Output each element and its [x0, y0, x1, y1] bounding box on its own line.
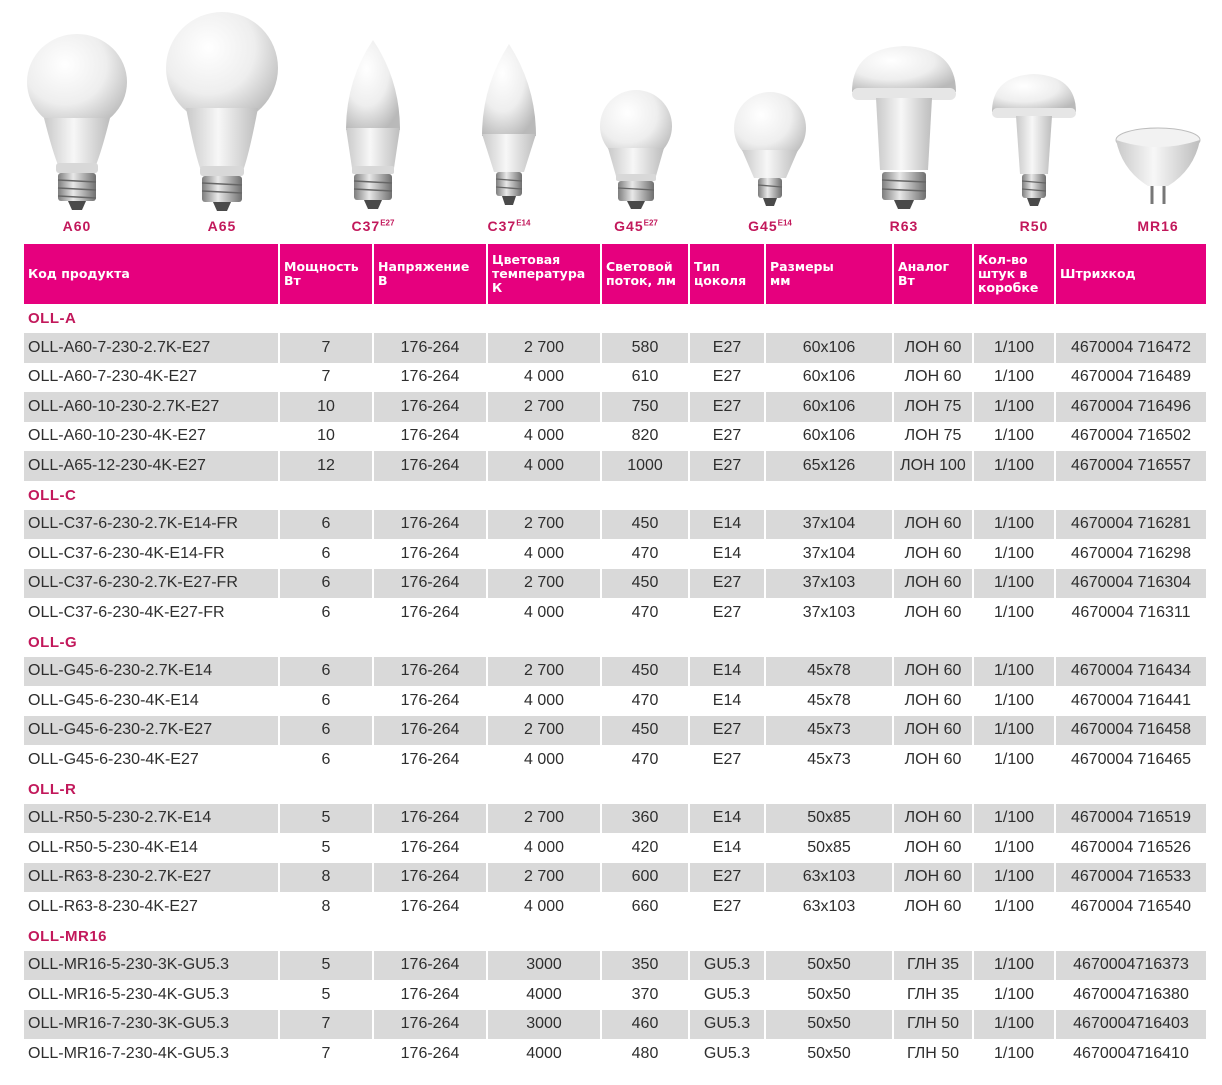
cell-base: E27	[690, 333, 764, 363]
cell-power: 6	[280, 716, 372, 746]
table-row	[24, 510, 1206, 540]
table-row	[24, 716, 1206, 746]
cell-power: 5	[280, 951, 372, 981]
cell-voltage: 176-264	[374, 510, 486, 540]
cell-analog: ГЛН 50	[906, 1044, 960, 1062]
cell-code: OLL-A65-12-230-4K-E27	[24, 451, 278, 481]
cell-barcode: 4670004 716441	[1070, 691, 1192, 709]
cell-qty: 1/100	[993, 838, 1035, 856]
cell-barcode: 4670004716380	[1073, 985, 1189, 1003]
bulb-label-mr16: MR16	[1137, 218, 1179, 234]
cell-color-temp: 2 700	[488, 863, 600, 893]
cell-qty: 1/100	[993, 1044, 1035, 1062]
cell-flux: 450	[602, 569, 688, 599]
table-row	[24, 569, 1206, 599]
header-analog: Аналог Вт	[894, 244, 972, 304]
cell-voltage: 176-264	[400, 838, 460, 856]
cell-power: 8	[321, 897, 331, 915]
cell-size: 50x50	[807, 1044, 851, 1062]
cell-barcode: 4670004 716434	[1056, 657, 1206, 687]
cell-voltage: 176-264	[400, 750, 460, 768]
cell-code: OLL-A60-10-230-4K-E27	[28, 427, 206, 445]
cell-code: OLL-R63-8-230-4K-E27	[28, 897, 198, 915]
cell-code: OLL-G45-6-230-4K-E27	[28, 750, 199, 768]
cell-color-temp: 3000	[488, 951, 600, 981]
bulb-label-c37-e27: $C37^{E27}$	[351, 218, 395, 234]
cell-size: 50x85	[766, 804, 892, 834]
cell-color-temp: 4 000	[488, 451, 600, 481]
header-row	[24, 244, 1206, 304]
cell-power: 6	[321, 544, 331, 562]
cell-size: 60x106	[802, 427, 856, 445]
header-voltage: Напряжение В	[374, 244, 486, 304]
cell-qty: 1/100	[974, 392, 1054, 422]
cell-code: OLL-G45-6-230-4K-E14	[28, 691, 199, 709]
table-row	[24, 804, 1206, 834]
cell-qty: 1/100	[993, 368, 1035, 386]
cell-base: E14	[712, 691, 742, 709]
cell-qty: 1/100	[974, 657, 1054, 687]
cell-flux: 1000	[602, 451, 688, 481]
cell-analog: ЛОН 60	[894, 569, 972, 599]
table-row	[24, 333, 1206, 363]
cell-color-temp: 4 000	[523, 750, 565, 768]
cell-code: OLL-MR16-7-230-4K-GU5.3	[28, 1044, 229, 1062]
group-row	[24, 922, 1206, 951]
cell-flux: 610	[631, 368, 659, 386]
cell-qty: 1/100	[993, 603, 1035, 621]
cell-barcode: 4670004716410	[1073, 1044, 1189, 1062]
cell-color-temp: 2 700	[488, 333, 600, 363]
cell-color-temp: 4 000	[523, 368, 565, 386]
bulb-a60	[22, 0, 132, 236]
cell-color-temp: 4000	[526, 985, 562, 1003]
cell-barcode: 4670004 716281	[1056, 510, 1206, 540]
cell-power: 6	[280, 657, 372, 687]
cell-power: 6	[280, 510, 372, 540]
cell-color-temp: 2 700	[488, 392, 600, 422]
cell-code: OLL-C37-6-230-4K-E14-FR	[28, 544, 225, 562]
cell-analog: ЛОН 75	[904, 427, 962, 445]
cell-flux: 370	[631, 985, 659, 1003]
cell-power: 6	[321, 750, 331, 768]
table-row	[24, 863, 1206, 893]
cell-barcode: 4670004 716519	[1056, 804, 1206, 834]
spec-table-wrap	[24, 244, 1204, 1069]
table-row	[24, 539, 1206, 569]
cell-base: E27	[712, 603, 742, 621]
cell-base: E27	[690, 863, 764, 893]
cell-code: OLL-R63-8-230-2.7K-E27	[24, 863, 278, 893]
cell-base: E27	[712, 897, 742, 915]
cell-qty: 1/100	[974, 333, 1054, 363]
cell-qty: 1/100	[993, 750, 1035, 768]
cell-voltage: 176-264	[374, 569, 486, 599]
cell-color-temp: 2 700	[488, 510, 600, 540]
bulb-c37-e27	[330, 0, 416, 236]
spec-table	[22, 244, 1208, 1069]
cell-power: 5	[321, 838, 331, 856]
cell-power: 7	[321, 368, 331, 386]
cell-voltage: 176-264	[374, 333, 486, 363]
table-row	[24, 451, 1206, 481]
cell-analog: ЛОН 60	[894, 657, 972, 687]
cell-analog: ЛОН 60	[894, 716, 972, 746]
cell-voltage: 176-264	[374, 951, 486, 981]
cell-color-temp: 3000	[488, 1010, 600, 1040]
cell-code: OLL-G45-6-230-2.7K-E14	[24, 657, 278, 687]
cell-size: 60x106	[766, 333, 892, 363]
cell-base: E27	[690, 716, 764, 746]
cell-barcode: 4670004 716311	[1071, 603, 1191, 621]
bulb-label-g45-e27: $G45^{E27}$	[614, 218, 658, 234]
cell-qty: 1/100	[974, 951, 1054, 981]
cell-qty: 1/100	[974, 510, 1054, 540]
bulb-c37-e27-icon	[330, 0, 416, 215]
cell-qty: 1/100	[993, 427, 1035, 445]
cell-analog: ЛОН 75	[894, 392, 972, 422]
table-row	[24, 745, 1206, 775]
header-flux: Световой поток, лм	[602, 244, 688, 304]
cell-color-temp: 4 000	[523, 691, 565, 709]
cell-color-temp: 4 000	[523, 838, 565, 856]
cell-code: OLL-R50-5-230-4K-E14	[28, 838, 198, 856]
cell-analog: ЛОН 60	[894, 510, 972, 540]
cell-size: 60x106	[802, 368, 856, 386]
cell-power: 7	[280, 1010, 372, 1040]
cell-flux: 420	[631, 838, 659, 856]
cell-barcode: 4670004 716557	[1056, 451, 1206, 481]
bulb-label-c37-e14: $C37^{E14}$	[487, 218, 531, 234]
cell-size: 37x103	[802, 603, 856, 621]
cell-code: OLL-MR16-5-230-4K-GU5.3	[28, 985, 229, 1003]
cell-size: 45x78	[807, 691, 851, 709]
cell-power: 6	[321, 691, 331, 709]
table-row	[24, 657, 1206, 687]
cell-size: 50x85	[807, 838, 851, 856]
cell-color-temp: 4 000	[523, 603, 565, 621]
bulb-label-a65: A65	[207, 218, 237, 234]
cell-power: 5	[280, 804, 372, 834]
cell-size: 65x126	[766, 451, 892, 481]
cell-barcode: 4670004 716304	[1056, 569, 1206, 599]
cell-barcode: 4670004 716502	[1070, 427, 1192, 445]
cell-flux: 580	[602, 333, 688, 363]
bulb-g45-e14-icon	[730, 0, 810, 215]
group-title: OLL-MR16	[24, 922, 1206, 951]
cell-base: E27	[712, 750, 742, 768]
bulb-a60-icon	[22, 0, 132, 215]
cell-base: E14	[712, 544, 742, 562]
table-row	[24, 686, 1206, 716]
cell-voltage: 176-264	[374, 716, 486, 746]
cell-barcode: 4670004716373	[1056, 951, 1206, 981]
cell-flux: 450	[602, 657, 688, 687]
group-title: OLL-R	[24, 775, 1206, 804]
cell-size: 45x73	[766, 716, 892, 746]
cell-analog: ЛОН 60	[904, 603, 962, 621]
cell-analog: ГЛН 50	[894, 1010, 972, 1040]
bulb-label-a60: A60	[62, 218, 92, 234]
cell-analog: ЛОН 60	[904, 691, 962, 709]
cell-power: 7	[321, 1044, 331, 1062]
cell-barcode: 4670004 716298	[1070, 544, 1192, 562]
bulb-c37-e14	[466, 0, 552, 236]
cell-code: OLL-A60-7-230-4K-E27	[28, 368, 197, 386]
cell-flux: 450	[602, 510, 688, 540]
bulb-r50-icon	[988, 0, 1080, 215]
cell-qty: 1/100	[974, 716, 1054, 746]
table-row	[24, 980, 1206, 1010]
bulb-illustrations	[0, 0, 1222, 240]
cell-flux: 480	[631, 1044, 659, 1062]
bulb-label-r50: R50	[1019, 218, 1049, 234]
cell-color-temp: 4000	[526, 1044, 562, 1062]
cell-qty: 1/100	[993, 985, 1035, 1003]
cell-code: OLL-C37-6-230-2.7K-E14-FR	[24, 510, 278, 540]
cell-analog: ЛОН 60	[904, 750, 962, 768]
table-row	[24, 363, 1206, 393]
group-title: OLL-G	[24, 628, 1206, 657]
cell-barcode: 4670004 716489	[1070, 368, 1192, 386]
cell-code: OLL-MR16-5-230-3K-GU5.3	[24, 951, 278, 981]
header-color-temp: Цветовая температура К	[488, 244, 600, 304]
cell-code: OLL-A60-10-230-2.7K-E27	[24, 392, 278, 422]
spec-table-body	[24, 304, 1206, 1069]
cell-power: 7	[280, 333, 372, 363]
bulb-r63-icon	[848, 0, 960, 215]
group-row	[24, 628, 1206, 657]
cell-code: OLL-C37-6-230-4K-E27-FR	[28, 603, 225, 621]
cell-flux: 470	[631, 544, 659, 562]
cell-flux: 820	[631, 427, 659, 445]
cell-analog: ЛОН 60	[894, 804, 972, 834]
cell-voltage: 176-264	[400, 691, 460, 709]
cell-barcode: 4670004 716465	[1070, 750, 1192, 768]
cell-color-temp: 2 700	[488, 804, 600, 834]
table-row	[24, 892, 1206, 922]
cell-base: E14	[690, 657, 764, 687]
cell-flux: 600	[602, 863, 688, 893]
cell-base: GU5.3	[703, 1044, 751, 1062]
cell-voltage: 176-264	[400, 985, 460, 1003]
table-row	[24, 1010, 1206, 1040]
cell-color-temp: 4 000	[523, 427, 565, 445]
cell-code: OLL-A60-7-230-2.7K-E27	[24, 333, 278, 363]
bulb-a65-icon	[162, 0, 282, 215]
group-title: OLL-C	[24, 481, 1206, 510]
cell-analog: ЛОН 60	[904, 368, 962, 386]
header-base: Тип цоколя	[690, 244, 764, 304]
cell-code: OLL-C37-6-230-2.7K-E27-FR	[24, 569, 278, 599]
cell-analog: ЛОН 60	[894, 333, 972, 363]
table-row	[24, 1039, 1206, 1069]
group-title: OLL-A	[24, 304, 1206, 333]
bulb-c37-e14-icon	[466, 0, 552, 215]
bulb-label-g45-e14: $G45^{E14}$	[748, 218, 792, 234]
cell-size: 50x50	[766, 1010, 892, 1040]
cell-qty: 1/100	[993, 544, 1035, 562]
cell-power: 10	[317, 427, 335, 445]
cell-voltage: 176-264	[374, 863, 486, 893]
cell-base: E27	[712, 368, 742, 386]
bulb-mr16	[1112, 0, 1204, 236]
cell-flux: 470	[631, 603, 659, 621]
cell-flux: 470	[631, 691, 659, 709]
cell-voltage: 176-264	[400, 1044, 460, 1062]
cell-base: E14	[712, 838, 742, 856]
cell-voltage: 176-264	[374, 1010, 486, 1040]
cell-voltage: 176-264	[400, 897, 460, 915]
cell-power: 5	[321, 985, 331, 1003]
cell-voltage: 176-264	[400, 544, 460, 562]
cell-voltage: 176-264	[374, 451, 486, 481]
cell-base: E27	[712, 427, 742, 445]
header-power: Мощность Вт	[280, 244, 372, 304]
cell-power: 10	[280, 392, 372, 422]
cell-base: GU5.3	[703, 985, 751, 1003]
cell-qty: 1/100	[993, 691, 1035, 709]
cell-color-temp: 2 700	[488, 657, 600, 687]
cell-power: 6	[280, 569, 372, 599]
cell-code: OLL-G45-6-230-2.7K-E27	[24, 716, 278, 746]
cell-analog: ЛОН 60	[904, 838, 962, 856]
cell-barcode: 4670004 716472	[1056, 333, 1206, 363]
cell-base: E14	[690, 510, 764, 540]
cell-size: 45x73	[807, 750, 851, 768]
cell-flux: 460	[602, 1010, 688, 1040]
cell-flux: 360	[602, 804, 688, 834]
cell-analog: ЛОН 60	[904, 897, 962, 915]
cell-color-temp: 2 700	[488, 569, 600, 599]
cell-analog: ГЛН 35	[894, 951, 972, 981]
cell-qty: 1/100	[974, 863, 1054, 893]
group-row	[24, 304, 1206, 333]
bulb-g45-e14	[730, 0, 810, 236]
table-row	[24, 598, 1206, 628]
table-row	[24, 392, 1206, 422]
cell-qty: 1/100	[974, 1010, 1054, 1040]
cell-code: OLL-MR16-7-230-3K-GU5.3	[24, 1010, 278, 1040]
cell-base: E27	[690, 569, 764, 599]
cell-barcode: 4670004716403	[1056, 1010, 1206, 1040]
cell-flux: 350	[602, 951, 688, 981]
group-row	[24, 775, 1206, 804]
header-qty: Кол-во штук в коробке	[974, 244, 1054, 304]
cell-power: 12	[280, 451, 372, 481]
cell-power: 6	[321, 603, 331, 621]
cell-size: 45x78	[766, 657, 892, 687]
cell-barcode: 4670004 716458	[1056, 716, 1206, 746]
header-code: Код продукта	[24, 244, 278, 304]
cell-size: 60x106	[766, 392, 892, 422]
cell-voltage: 176-264	[374, 804, 486, 834]
cell-size: 63x103	[766, 863, 892, 893]
cell-size: 37x104	[766, 510, 892, 540]
cell-voltage: 176-264	[374, 392, 486, 422]
group-row	[24, 481, 1206, 510]
cell-barcode: 4670004 716540	[1070, 897, 1192, 915]
cell-flux: 660	[631, 897, 659, 915]
cell-color-temp: 4 000	[523, 897, 565, 915]
bulb-r50	[988, 0, 1080, 236]
cell-color-temp: 2 700	[488, 716, 600, 746]
cell-voltage: 176-264	[374, 657, 486, 687]
cell-flux: 450	[602, 716, 688, 746]
cell-base: GU5.3	[690, 951, 764, 981]
header-size: Размеры мм	[766, 244, 892, 304]
cell-flux: 470	[631, 750, 659, 768]
cell-barcode: 4670004 716496	[1056, 392, 1206, 422]
bulb-r63	[848, 0, 960, 236]
cell-qty: 1/100	[993, 897, 1035, 915]
cell-size: 50x50	[807, 985, 851, 1003]
cell-code: OLL-R50-5-230-2.7K-E14	[24, 804, 278, 834]
header-barcode: Штрихкод	[1056, 244, 1206, 304]
bulb-label-r63: R63	[889, 218, 919, 234]
cell-voltage: 176-264	[400, 368, 460, 386]
cell-qty: 1/100	[974, 569, 1054, 599]
cell-analog: ЛОН 60	[904, 544, 962, 562]
bulb-mr16-icon	[1112, 0, 1204, 215]
cell-voltage: 176-264	[400, 427, 460, 445]
bulb-a65	[162, 0, 282, 236]
cell-base: E27	[690, 392, 764, 422]
cell-power: 8	[280, 863, 372, 893]
cell-voltage: 176-264	[400, 603, 460, 621]
bulb-g45-e27-icon	[596, 0, 676, 215]
cell-base: E27	[690, 451, 764, 481]
cell-barcode: 4670004 716526	[1070, 838, 1192, 856]
table-row	[24, 422, 1206, 452]
cell-base: GU5.3	[690, 1010, 764, 1040]
cell-analog: ГЛН 35	[906, 985, 960, 1003]
cell-qty: 1/100	[974, 804, 1054, 834]
cell-flux: 750	[602, 392, 688, 422]
table-row	[24, 833, 1206, 863]
cell-base: E14	[690, 804, 764, 834]
cell-color-temp: 4 000	[523, 544, 565, 562]
cell-barcode: 4670004 716533	[1056, 863, 1206, 893]
cell-size: 63x103	[802, 897, 856, 915]
table-row	[24, 951, 1206, 981]
cell-size: 37x103	[766, 569, 892, 599]
cell-size: 50x50	[766, 951, 892, 981]
bulb-g45-e27	[596, 0, 676, 236]
cell-size: 37x104	[802, 544, 856, 562]
cell-qty: 1/100	[974, 451, 1054, 481]
cell-analog: ЛОН 60	[894, 863, 972, 893]
cell-analog: ЛОН 100	[894, 451, 972, 481]
